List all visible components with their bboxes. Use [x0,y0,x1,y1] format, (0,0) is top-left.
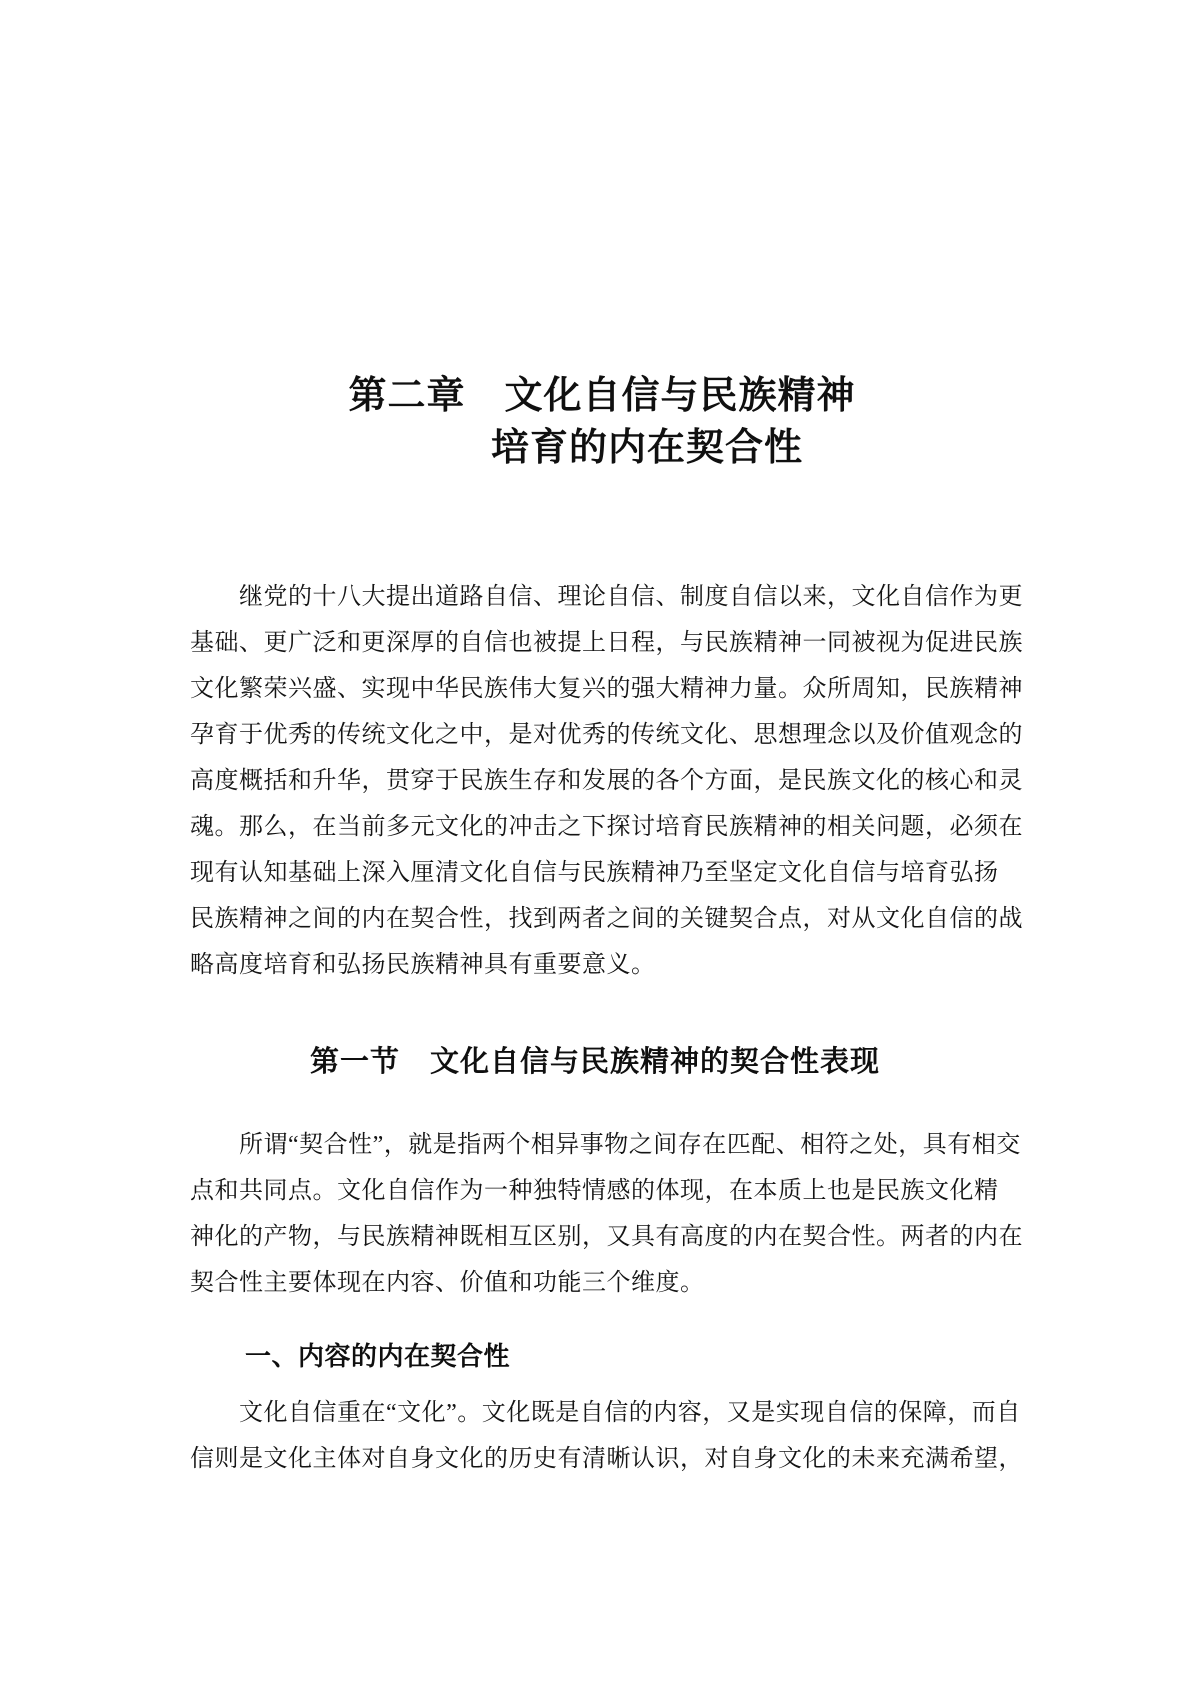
text-line: 信则是文化主体对自身文化的历史有清晰认识，对自身文化的未来充满希望， [190,1446,1023,1472]
text-line: 契合性主要体现在内容、价值和功能三个维度。 [190,1270,705,1296]
text-line: 民族精神之间的内在契合性，找到两者之间的关键契合点，对从文化自信的战 [190,906,1023,932]
text-line: 文化自信重在“文化”。文化既是自信的内容，又是实现自信的保障，而自 [190,1400,1021,1426]
text-line: 孕育于优秀的传统文化之中，是对优秀的传统文化、思想理念以及价值观念的 [190,722,1023,748]
chapter-title-line1: 第二章 文化自信与民族精神 [348,375,856,417]
text-line: 高度概括和升华，贯穿于民族生存和发展的各个方面，是民族文化的核心和灵 [190,768,1023,794]
text-line: 基础、更广泛和更深厚的自信也被提上日程，与民族精神一同被视为促进民族 [190,630,1023,656]
paragraph-2 [190,1122,1023,1306]
text-line: 现有认知基础上深入厘清文化自信与民族精神乃至坚定文化自信与培育弘扬 [190,860,999,886]
text-line: 文化繁荣兴盛、实现中华民族伟大复兴的强大精神力量。众所周知，民族精神 [190,676,1023,702]
chapter-title [0,370,1190,474]
section-heading: 第一节 文化自信与民族精神的契合性表现 [309,1046,880,1078]
text-line: 魂。那么，在当前多元文化的冲击之下探讨培育民族精神的相关问题，必须在 [190,814,1023,840]
text-line: 神化的产物，与民族精神既相互区别，又具有高度的内在契合性。两者的内在 [190,1224,1023,1250]
text-line: 略高度培育和弘扬民族精神具有重要意义。 [190,952,656,978]
chapter-title-line2: 培育的内在契合性 [490,427,803,469]
subsection-heading: 一、内容的内在契合性 [245,1341,511,1371]
text-line: 继党的十八大提出道路自信、理论自信、制度自信以来，文化自信作为更 [190,584,1023,610]
paragraph-3 [190,1390,1023,1482]
text-line: 所谓“契合性”，就是指两个相异事物之间存在匹配、相符之处，具有相交 [190,1132,1021,1158]
paragraph-1 [190,574,1023,988]
text-line: 点和共同点。文化自信作为一种独特情感的体现，在本质上也是民族文化精 [190,1178,999,1204]
